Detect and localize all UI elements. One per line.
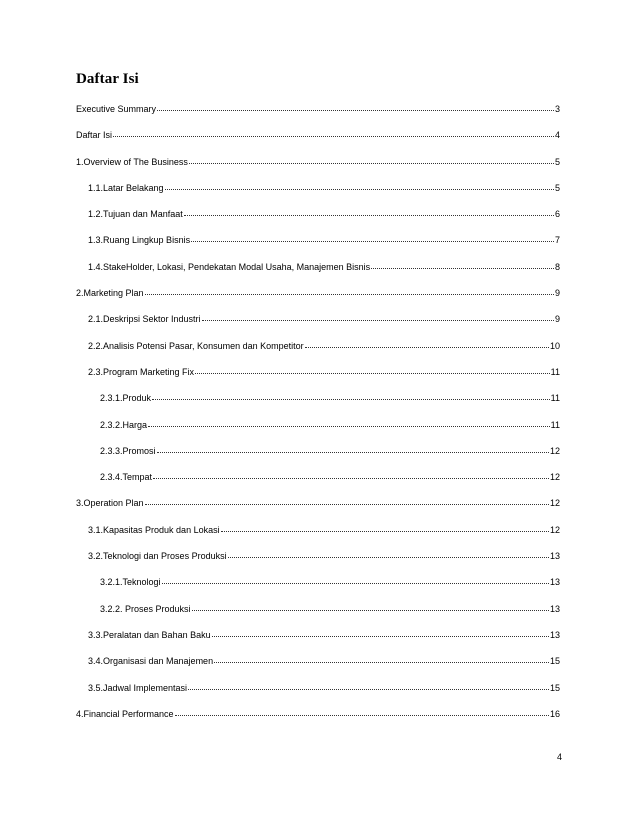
toc-entry[interactable] <box>76 359 560 385</box>
toc-entry[interactable] <box>76 464 560 490</box>
toc-entry-page: 3 <box>554 104 560 114</box>
table-of-contents <box>76 96 560 727</box>
toc-entry[interactable] <box>76 438 560 464</box>
dot-leader <box>184 214 554 216</box>
toc-entry[interactable] <box>76 701 560 727</box>
dot-leader <box>165 188 554 190</box>
toc-entry-page: 12 <box>549 472 560 483</box>
toc-entry-label: 1.Overview of The Business <box>76 156 188 167</box>
toc-entry-page: 15 <box>549 682 560 693</box>
toc-entry-page: 5 <box>554 182 560 193</box>
dot-leader <box>145 503 549 505</box>
dot-leader <box>162 582 549 584</box>
toc-entry-page: 9 <box>554 288 560 299</box>
toc-entry-label: 1.3.Ruang Lingkup Bisnis <box>88 235 191 246</box>
toc-entry[interactable] <box>76 333 560 359</box>
dot-leader <box>202 319 554 321</box>
dot-leader <box>152 398 550 400</box>
toc-entry-label: 2.1.Deskripsi Sektor Industri <box>88 314 201 325</box>
dot-leader <box>305 346 549 348</box>
dot-leader <box>192 609 549 611</box>
toc-entry[interactable] <box>76 675 560 701</box>
toc-entry-page: 9 <box>554 314 560 325</box>
toc-entry[interactable] <box>76 412 560 438</box>
toc-entry-page: 13 <box>549 603 560 614</box>
toc-entry-page: 13 <box>549 629 560 640</box>
toc-entry-page: 12 <box>549 445 560 456</box>
toc-entry-label: 3.2.1.Teknologi <box>100 577 161 588</box>
toc-entry-page: 15 <box>549 656 560 667</box>
toc-entry[interactable] <box>76 280 560 306</box>
toc-entry[interactable] <box>76 201 560 227</box>
toc-entry[interactable] <box>76 569 560 595</box>
toc-entry-page: 12 <box>549 498 560 509</box>
dot-leader <box>212 635 549 637</box>
dot-leader <box>371 267 554 269</box>
toc-entry-label: 2.3.3.Promosi <box>100 445 156 456</box>
toc-entry[interactable] <box>76 543 560 569</box>
toc-entry[interactable] <box>76 227 560 253</box>
toc-entry-page: 13 <box>549 551 560 562</box>
toc-entry-label: 4.Financial Performance <box>76 708 174 719</box>
toc-entry-label: 2.3.4.Tempat <box>100 472 153 483</box>
toc-entry-page: 6 <box>554 209 560 220</box>
toc-entry-page: 13 <box>549 577 560 588</box>
toc-entry-page: 12 <box>549 524 560 535</box>
toc-entry-page: 7 <box>554 235 560 246</box>
dot-leader <box>188 688 549 690</box>
toc-entry[interactable] <box>76 596 560 622</box>
dot-leader <box>191 240 554 242</box>
toc-entry[interactable] <box>76 622 560 648</box>
toc-entry-label: 1.2.Tujuan dan Manfaat <box>88 209 183 220</box>
dot-leader <box>228 556 549 558</box>
toc-entry-label: 3.4.Organisasi dan Manajemen <box>88 656 214 667</box>
toc-entry[interactable] <box>76 175 560 201</box>
toc-entry[interactable] <box>76 254 560 280</box>
toc-entry-label: 3.5.Jadwal Implementasi <box>88 682 188 693</box>
dot-leader <box>153 477 549 479</box>
toc-entry[interactable] <box>76 648 560 674</box>
dot-leader <box>175 714 549 716</box>
dot-leader <box>145 293 554 295</box>
toc-entry[interactable] <box>76 517 560 543</box>
toc-title: Daftar Isi <box>76 71 139 87</box>
toc-entry-label: 3.Operation Plan <box>76 498 144 509</box>
toc-entry-label: 3.2.2. Proses Produksi <box>100 603 191 614</box>
toc-entry-label: 2.3.Program Marketing Fix <box>88 366 195 377</box>
toc-entry[interactable] <box>76 96 560 122</box>
toc-entry[interactable] <box>76 122 560 148</box>
page-number: 4 <box>557 752 563 762</box>
dot-leader <box>195 372 550 374</box>
toc-entry[interactable] <box>76 306 560 332</box>
toc-entry[interactable] <box>76 149 560 175</box>
toc-entry-label: 1.4.StakeHolder, Lokasi, Pendekatan Modal Usaha, Manajemen Bisnis <box>88 261 371 272</box>
toc-entry-page: 16 <box>549 708 560 719</box>
toc-entry-label: Daftar Isi <box>76 130 113 141</box>
toc-entry-label: 2.Marketing Plan <box>76 288 144 299</box>
toc-entry-page: 4 <box>554 130 560 141</box>
dot-leader <box>113 135 554 137</box>
dot-leader <box>214 661 549 663</box>
toc-entry-label: 3.3.Peralatan dan Bahan Baku <box>88 629 211 640</box>
toc-entry-label: 2.3.1.Produk <box>100 393 152 404</box>
toc-entry-page: 10 <box>549 340 560 351</box>
dot-leader <box>221 530 549 532</box>
toc-entry-label: 2.3.2.Harga <box>100 419 148 430</box>
toc-entry-page: 11 <box>550 393 560 404</box>
toc-entry-label: 2.2.Analisis Potensi Pasar, Konsumen dan Kompetitor <box>88 340 304 351</box>
toc-entry-page: 11 <box>550 366 560 377</box>
toc-entry-page: 11 <box>550 419 560 430</box>
toc-entry-label: 3.2.Teknologi dan Proses Produksi <box>88 551 227 562</box>
toc-entry-page: 5 <box>554 156 560 167</box>
dot-leader <box>157 451 549 453</box>
toc-entry-label: 1.1.Latar Belakang <box>88 182 164 193</box>
toc-entry-page: 8 <box>554 261 560 272</box>
dot-leader <box>148 425 550 427</box>
toc-entry[interactable] <box>76 490 560 516</box>
dot-leader <box>189 162 554 164</box>
toc-entry-label: Executive Summary <box>76 104 157 114</box>
dot-leader <box>157 109 554 111</box>
toc-entry[interactable] <box>76 385 560 411</box>
toc-entry-label: 3.1.Kapasitas Produk dan Lokasi <box>88 524 220 535</box>
